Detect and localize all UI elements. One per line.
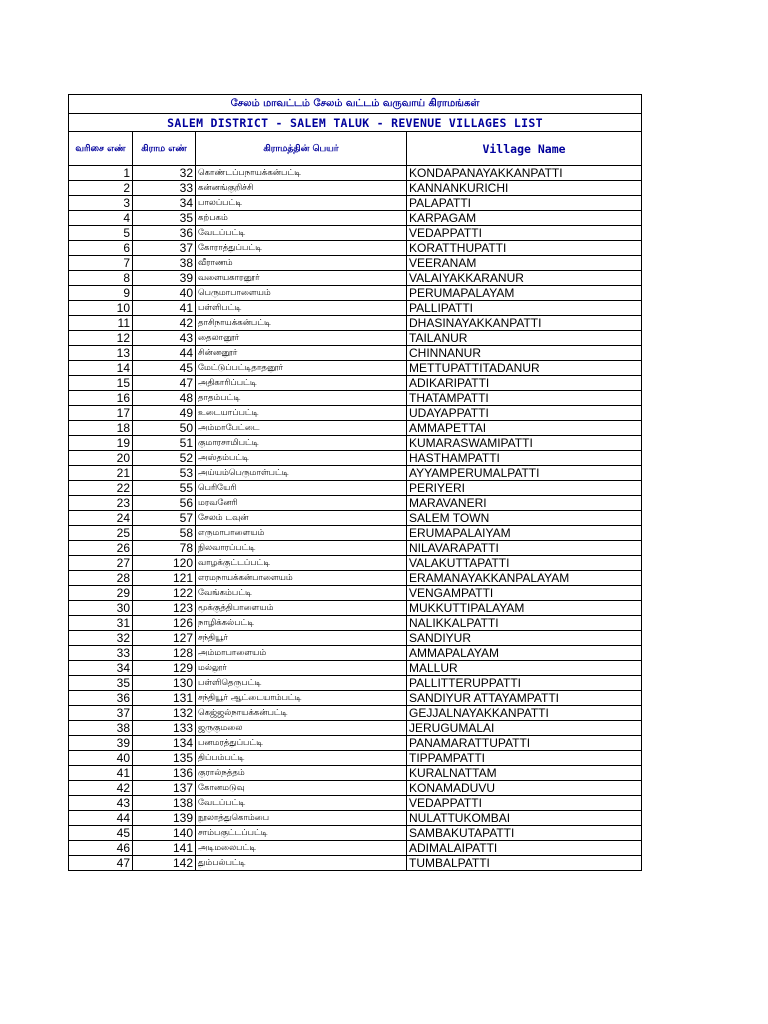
village-name-cell: MUKKUTTIPALAYAM: [407, 601, 642, 616]
header-village-no: கிராம எண்: [133, 132, 196, 166]
village-name-cell: SAMBAKUTAPATTI: [407, 826, 642, 841]
tamil-name-cell: வீராணம்: [196, 256, 407, 271]
table-row: [69, 856, 642, 871]
serial-no-cell: 46: [69, 841, 133, 856]
village-name-cell: VEERANAM: [407, 256, 642, 271]
village-no-cell: 123: [133, 601, 196, 616]
village-no-cell: 138: [133, 796, 196, 811]
serial-no-cell: 23: [69, 496, 133, 511]
table-row: [69, 811, 642, 826]
serial-no-cell: 25: [69, 526, 133, 541]
village-name-cell: ERAMANAYAKKANPALAYAM: [407, 571, 642, 586]
village-no-cell: 133: [133, 721, 196, 736]
table-row: [69, 226, 642, 241]
tamil-name-cell: சின்னனூர்: [196, 346, 407, 361]
table-row: [69, 211, 642, 226]
tamil-name-cell: வேங்கம்பட்டி: [196, 586, 407, 601]
serial-no-cell: 1: [69, 166, 133, 181]
table-row: [69, 796, 642, 811]
village-no-cell: 136: [133, 766, 196, 781]
village-name-cell: MALLUR: [407, 661, 642, 676]
serial-no-cell: 34: [69, 661, 133, 676]
village-name-cell: PERIYERI: [407, 481, 642, 496]
village-no-cell: 78: [133, 541, 196, 556]
serial-no-cell: 31: [69, 616, 133, 631]
tamil-name-cell: பெருமாபாளையம்: [196, 286, 407, 301]
tamil-name-cell: கன்னங்குறிச்சி: [196, 181, 407, 196]
village-name-cell: KURALNATTAM: [407, 766, 642, 781]
table-row: [69, 616, 642, 631]
tamil-name-cell: கற்பகம்: [196, 211, 407, 226]
village-name-cell: KONDAPANAYAKKANPATTI: [407, 166, 642, 181]
village-no-cell: 142: [133, 856, 196, 871]
village-name-cell: KANNANKURICHI: [407, 181, 642, 196]
village-name-cell: PERUMAPALAYAM: [407, 286, 642, 301]
village-no-cell: 128: [133, 646, 196, 661]
village-no-cell: 45: [133, 361, 196, 376]
tamil-name-cell: சாம்பகுட்டப்பட்டி: [196, 826, 407, 841]
table-row: [69, 571, 642, 586]
table-row: [69, 196, 642, 211]
village-name-cell: NILAVARAPATTI: [407, 541, 642, 556]
header-serial-no: வரிசை எண்: [69, 132, 133, 166]
village-name-cell: VENGAMPATTI: [407, 586, 642, 601]
tamil-name-cell: நாழிக்கல்பட்டி: [196, 616, 407, 631]
serial-no-cell: 28: [69, 571, 133, 586]
village-name-cell: SALEM TOWN: [407, 511, 642, 526]
village-no-cell: 36: [133, 226, 196, 241]
serial-no-cell: 33: [69, 646, 133, 661]
tamil-name-cell: ஜருகுமலை: [196, 721, 407, 736]
tamil-name-cell: நிலவாரப்பட்டி: [196, 541, 407, 556]
table-row: [69, 406, 642, 421]
village-name-cell: HASTHAMPATTI: [407, 451, 642, 466]
serial-no-cell: 11: [69, 316, 133, 331]
village-name-cell: KORATTHUPATTI: [407, 241, 642, 256]
serial-no-cell: 2: [69, 181, 133, 196]
table-row: [69, 781, 642, 796]
tamil-name-cell: அய்யம்பெருமாள்பட்டி: [196, 466, 407, 481]
village-name-cell: TIPPAMPATTI: [407, 751, 642, 766]
table-row: [69, 541, 642, 556]
serial-no-cell: 37: [69, 706, 133, 721]
table-row: [69, 721, 642, 736]
village-name-cell: PANAMARATTUPATTI: [407, 736, 642, 751]
village-no-cell: 121: [133, 571, 196, 586]
serial-no-cell: 38: [69, 721, 133, 736]
village-no-cell: 129: [133, 661, 196, 676]
village-no-cell: 132: [133, 706, 196, 721]
tamil-name-cell: அடிமலைபட்டி: [196, 841, 407, 856]
table-row: [69, 376, 642, 391]
tamil-name-cell: மூக்குத்திபாளையம்: [196, 601, 407, 616]
serial-no-cell: 17: [69, 406, 133, 421]
village-no-cell: 57: [133, 511, 196, 526]
table-row: [69, 181, 642, 196]
tamil-name-cell: அம்மாபேட்டை: [196, 421, 407, 436]
village-no-cell: 41: [133, 301, 196, 316]
village-no-cell: 120: [133, 556, 196, 571]
village-no-cell: 39: [133, 271, 196, 286]
village-name-cell: VEDAPPATTI: [407, 226, 642, 241]
village-no-cell: 44: [133, 346, 196, 361]
tamil-name-cell: கெஜ்ஜல்நாயக்கன்பட்டி: [196, 706, 407, 721]
table-body: [69, 95, 642, 871]
village-name-cell: CHINNANUR: [407, 346, 642, 361]
village-name-cell: GEJJALNAYAKKANPATTI: [407, 706, 642, 721]
serial-no-cell: 41: [69, 766, 133, 781]
village-no-cell: 58: [133, 526, 196, 541]
serial-no-cell: 32: [69, 631, 133, 646]
village-name-cell: VALAIYAKKARANUR: [407, 271, 642, 286]
serial-no-cell: 14: [69, 361, 133, 376]
village-no-cell: 35: [133, 211, 196, 226]
village-name-cell: ERUMAPALAIYAM: [407, 526, 642, 541]
tamil-name-cell: பெரியேரி: [196, 481, 407, 496]
serial-no-cell: 30: [69, 601, 133, 616]
village-name-cell: THATAMPATTI: [407, 391, 642, 406]
tamil-name-cell: சேலம் டவுன்: [196, 511, 407, 526]
serial-no-cell: 35: [69, 676, 133, 691]
village-name-cell: VEDAPPATTI: [407, 796, 642, 811]
table-row: [69, 271, 642, 286]
tamil-name-cell: பனமரத்துப்பட்டி: [196, 736, 407, 751]
serial-no-cell: 42: [69, 781, 133, 796]
tamil-name-cell: அதிகாரிப்பட்டி: [196, 376, 407, 391]
tamil-name-cell: தும்பல்பட்டி: [196, 856, 407, 871]
village-no-cell: 130: [133, 676, 196, 691]
serial-no-cell: 26: [69, 541, 133, 556]
village-no-cell: 131: [133, 691, 196, 706]
tamil-name-cell: கோனமடுவு: [196, 781, 407, 796]
serial-no-cell: 7: [69, 256, 133, 271]
village-name-cell: PALLITTERUPPATTI: [407, 676, 642, 691]
tamil-name-cell: வேடப்பட்டி: [196, 226, 407, 241]
village-name-cell: METTUPATTITADANUR: [407, 361, 642, 376]
serial-no-cell: 44: [69, 811, 133, 826]
serial-no-cell: 4: [69, 211, 133, 226]
village-name-cell: KARPAGAM: [407, 211, 642, 226]
village-name-cell: VALAKUTTAPATTI: [407, 556, 642, 571]
table-row: [69, 706, 642, 721]
table-row: [69, 631, 642, 646]
header-village-name: Village Name: [407, 132, 642, 166]
serial-no-cell: 6: [69, 241, 133, 256]
tamil-name-cell: மரவனேரி: [196, 496, 407, 511]
village-name-cell: PALLIPATTI: [407, 301, 642, 316]
tamil-name-cell: குமாரசாமிபட்டி: [196, 436, 407, 451]
village-no-cell: 134: [133, 736, 196, 751]
table-row: [69, 496, 642, 511]
village-name-cell: KONAMADUVU: [407, 781, 642, 796]
village-name-cell: AMMAPALAYAM: [407, 646, 642, 661]
tamil-name-cell: மல்லூர்: [196, 661, 407, 676]
serial-no-cell: 3: [69, 196, 133, 211]
table-row: [69, 481, 642, 496]
title-row-english: [69, 114, 642, 132]
village-name-cell: SANDIYUR: [407, 631, 642, 646]
tamil-name-cell: கொண்டப்பநாயக்கன்பட்டி: [196, 166, 407, 181]
village-no-cell: 137: [133, 781, 196, 796]
table-row: [69, 286, 642, 301]
table-row: [69, 391, 642, 406]
village-no-cell: 37: [133, 241, 196, 256]
serial-no-cell: 21: [69, 466, 133, 481]
title-row-tamil: [69, 95, 642, 114]
serial-no-cell: 36: [69, 691, 133, 706]
village-no-cell: 135: [133, 751, 196, 766]
village-no-cell: 48: [133, 391, 196, 406]
tamil-name-cell: தாசிநாயக்கன்பட்டி: [196, 316, 407, 331]
english-title: SALEM DISTRICT - SALEM TALUK - REVENUE VILLAGES LIST: [69, 114, 642, 132]
village-no-cell: 51: [133, 436, 196, 451]
village-no-cell: 34: [133, 196, 196, 211]
serial-no-cell: 22: [69, 481, 133, 496]
serial-no-cell: 19: [69, 436, 133, 451]
tamil-name-cell: வாழக்குட்டப்பட்டி: [196, 556, 407, 571]
village-no-cell: 49: [133, 406, 196, 421]
village-name-cell: MARAVANERI: [407, 496, 642, 511]
village-no-cell: 42: [133, 316, 196, 331]
village-no-cell: 126: [133, 616, 196, 631]
table-row: [69, 841, 642, 856]
table-row: [69, 301, 642, 316]
tamil-name-cell: எருமாபாளையம்: [196, 526, 407, 541]
revenue-villages-table: [68, 94, 642, 871]
tamil-name-cell: நூலாத்துகொம்பை: [196, 811, 407, 826]
tamil-title: சேலம் மாவட்டம் சேலம் வட்டம் வருவாய் கிராமங்கள்: [69, 95, 642, 114]
serial-no-cell: 27: [69, 556, 133, 571]
serial-no-cell: 43: [69, 796, 133, 811]
village-name-cell: PALAPATTI: [407, 196, 642, 211]
table-row: [69, 646, 642, 661]
village-name-cell: NULATTUKOMBAI: [407, 811, 642, 826]
village-no-cell: 40: [133, 286, 196, 301]
village-no-cell: 32: [133, 166, 196, 181]
tamil-name-cell: பள்ளிதெருபட்டி: [196, 676, 407, 691]
table-row: [69, 586, 642, 601]
village-name-cell: TUMBALPATTI: [407, 856, 642, 871]
village-no-cell: 43: [133, 331, 196, 346]
tamil-name-cell: வளையகாரனூர்: [196, 271, 407, 286]
table-row: [69, 526, 642, 541]
tamil-name-cell: சந்தியூர் ஆட்டையாம்பட்டி: [196, 691, 407, 706]
serial-no-cell: 13: [69, 346, 133, 361]
village-no-cell: 50: [133, 421, 196, 436]
village-no-cell: 38: [133, 256, 196, 271]
village-no-cell: 55: [133, 481, 196, 496]
table-row: [69, 556, 642, 571]
serial-no-cell: 40: [69, 751, 133, 766]
tamil-name-cell: பாலப்பட்டி: [196, 196, 407, 211]
table-row: [69, 511, 642, 526]
header-tamil-name: கிராமத்தின் பெயர்: [196, 132, 407, 166]
tamil-name-cell: தைலானூர்: [196, 331, 407, 346]
village-no-cell: 127: [133, 631, 196, 646]
village-no-cell: 122: [133, 586, 196, 601]
village-no-cell: 33: [133, 181, 196, 196]
tamil-name-cell: வேடப்பட்டி: [196, 796, 407, 811]
village-no-cell: 52: [133, 451, 196, 466]
serial-no-cell: 29: [69, 586, 133, 601]
village-no-cell: 56: [133, 496, 196, 511]
serial-no-cell: 47: [69, 856, 133, 871]
tamil-name-cell: அஸ்தம்பட்டி: [196, 451, 407, 466]
serial-no-cell: 24: [69, 511, 133, 526]
tamil-name-cell: உடையாப்பட்டி: [196, 406, 407, 421]
table-row: [69, 676, 642, 691]
table-row: [69, 256, 642, 271]
table-row: [69, 736, 642, 751]
serial-no-cell: 20: [69, 451, 133, 466]
tamil-name-cell: தாதம்பட்டி: [196, 391, 407, 406]
serial-no-cell: 45: [69, 826, 133, 841]
village-name-cell: AYYAMPERUMALPATTI: [407, 466, 642, 481]
table-row: [69, 601, 642, 616]
village-no-cell: 53: [133, 466, 196, 481]
village-name-cell: SANDIYUR ATTAYAMPATTI: [407, 691, 642, 706]
village-name-cell: JERUGUMALAI: [407, 721, 642, 736]
tamil-name-cell: பள்ளிபட்டி: [196, 301, 407, 316]
village-name-cell: AMMAPETTAI: [407, 421, 642, 436]
table-row: [69, 436, 642, 451]
table-row: [69, 421, 642, 436]
table-row: [69, 166, 642, 181]
village-name-cell: ADIMALAIPATTI: [407, 841, 642, 856]
village-name-cell: ADIKARIPATTI: [407, 376, 642, 391]
village-no-cell: 141: [133, 841, 196, 856]
table-row: [69, 691, 642, 706]
table-row: [69, 766, 642, 781]
tamil-name-cell: மேட்டுப்பட்டிதாதனூர்: [196, 361, 407, 376]
table-row: [69, 241, 642, 256]
serial-no-cell: 39: [69, 736, 133, 751]
serial-no-cell: 10: [69, 301, 133, 316]
tamil-name-cell: எரமநாயக்கன்பாளையம்: [196, 571, 407, 586]
tamil-name-cell: குரால்நத்தம்: [196, 766, 407, 781]
serial-no-cell: 18: [69, 421, 133, 436]
table-row: [69, 316, 642, 331]
village-name-cell: DHASINAYAKKANPATTI: [407, 316, 642, 331]
village-name-cell: KUMARASWAMIPATTI: [407, 436, 642, 451]
tamil-name-cell: அம்மாபாளையம்: [196, 646, 407, 661]
village-name-cell: NALIKKALPATTI: [407, 616, 642, 631]
header-row: [69, 132, 642, 166]
tamil-name-cell: கோராத்துப்பட்டி: [196, 241, 407, 256]
village-name-cell: UDAYAPPATTI: [407, 406, 642, 421]
village-no-cell: 139: [133, 811, 196, 826]
table-row: [69, 751, 642, 766]
village-no-cell: 140: [133, 826, 196, 841]
serial-no-cell: 16: [69, 391, 133, 406]
serial-no-cell: 12: [69, 331, 133, 346]
serial-no-cell: 15: [69, 376, 133, 391]
village-no-cell: 47: [133, 376, 196, 391]
table-row: [69, 826, 642, 841]
serial-no-cell: 5: [69, 226, 133, 241]
table-row: [69, 466, 642, 481]
village-name-cell: TAILANUR: [407, 331, 642, 346]
table-row: [69, 361, 642, 376]
table-row: [69, 661, 642, 676]
table-row: [69, 451, 642, 466]
tamil-name-cell: திப்பம்பட்டி: [196, 751, 407, 766]
table-row: [69, 331, 642, 346]
table-row: [69, 346, 642, 361]
serial-no-cell: 8: [69, 271, 133, 286]
serial-no-cell: 9: [69, 286, 133, 301]
tamil-name-cell: சந்தியூர்: [196, 631, 407, 646]
